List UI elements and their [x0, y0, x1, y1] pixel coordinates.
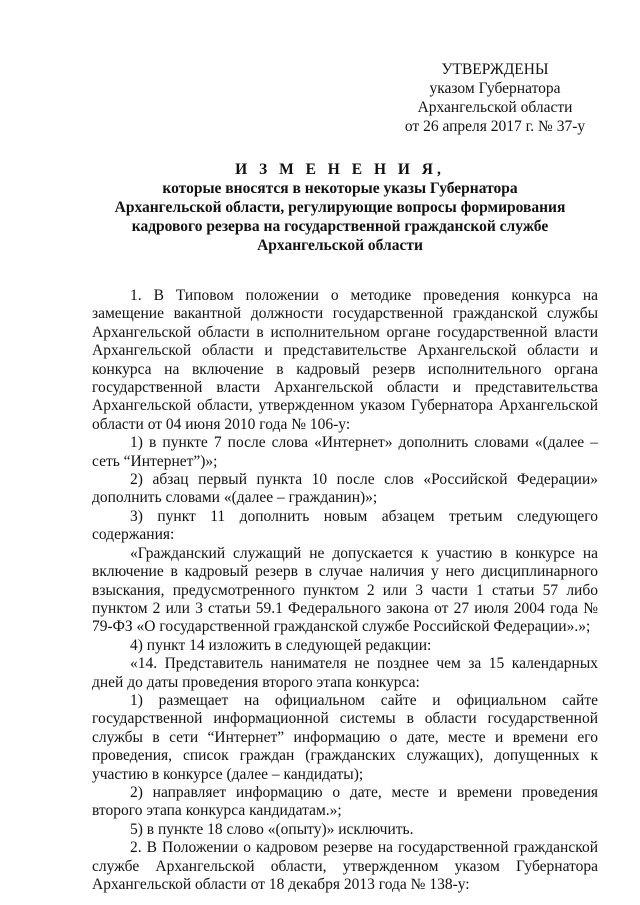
approval-region: Архангельской области: [417, 99, 573, 116]
subitem-1: 1) в пункте 7 после слова «Интернет» дополнить словами «(далее – сеть “Интернет”)»;: [92, 434, 598, 470]
approval-stamp: [380, 60, 610, 136]
subitem-4: 4) пункт 14 изложить в следующей редакции:: [130, 636, 432, 654]
document-body: [92, 287, 598, 894]
subitem-2: 2) абзац первый пункта 10 после слов «Российской Федерации» дополнить словами «(далее – гражданин)»;: [92, 471, 598, 507]
title-line-1: которые вносятся в некоторые указы Губернатора: [162, 180, 518, 197]
point-14: «14. Представитель нанимателя не позднее чем за 15 календарных дней до даты проведения второго этапа конкурса:: [92, 655, 598, 691]
subitem-3: 3) пункт 11 дополнить новым абзацем третьим следующего содержания:: [92, 507, 598, 544]
approval-decree: указом Губернатора: [429, 80, 561, 97]
point-14-sub-1: 1) размещает на официальном сайте и официальном сайте государственной информационной системы в области государственной службы в сети “Интернет” информацию о дате, месте и времени его проведения, список граждан (гражданских служащих), допущенных к участию в конкурсе (далее – кандидаты);: [92, 691, 598, 783]
approval-date: от 26 апреля 2017 г. № 37-у: [404, 118, 586, 135]
title-line-4: Архангельской области: [257, 237, 423, 254]
document-title: [60, 160, 620, 255]
quoted-paragraph: «Гражданский служащий не допускается к участию в конкурсе на включение в кадровый резерв в случае наличия у него дисциплинарного взыскания, предусмотренного пунктом 2 или 3 части 1 статьи 57 либо пунктом 2 или 3 статьи 59.1 Федерального закона от 27 июля 2004 года № 79-ФЗ «О государственной гражданской службе Российской Федерации».»;: [92, 544, 598, 636]
subitem-5: 5) в пункте 18 слово «(опыту)» исключить.: [130, 820, 414, 838]
title-line-3: кадрового резерва на государственной гражданской службе: [131, 218, 549, 235]
paragraph-item-2: 2. В Положении о кадровом резерве на государственной гражданской службе Архангельской области, утвержденном указом Губернатора Архангельской области от 18 декабря 2013 года № 138-у:: [92, 839, 598, 893]
approval-heading: УТВЕРЖДЕНЫ: [441, 61, 549, 78]
title-main: И З М Е Н Е Н И Я,: [235, 161, 445, 178]
point-14-sub-2: 2) направляет информацию о дате, месте и времени проведения второго этапа конкурса кандидатам.»;: [92, 783, 598, 820]
paragraph-item-1: 1. В Типовом положении о методике проведения конкурса на замещение вакантной должности государственной гражданской службы Архангельской области в исполнительном органе государственной власти Архангельской области и представительстве Архангельской области и конкурса на включение в кадровый резерв исполнительного органа государственной власти Архангельской области и представительства Архангельской области, утвержденном указом Губернатора Архангельской области от 04 июня 2010 года № 106-у:: [92, 287, 598, 433]
title-line-2: Архангельской области, регулирующие вопросы формирования: [114, 199, 566, 216]
